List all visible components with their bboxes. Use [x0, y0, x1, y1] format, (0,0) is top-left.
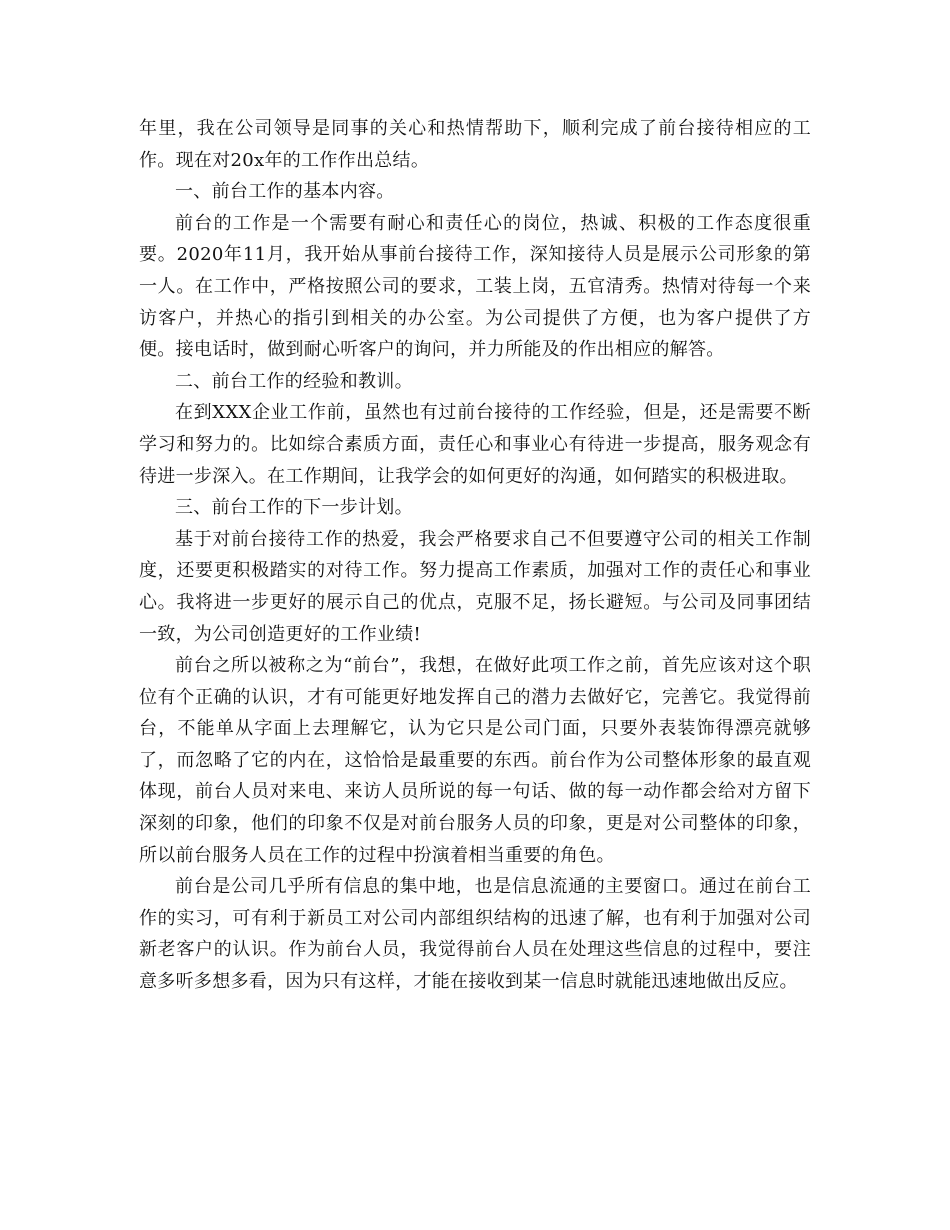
section-heading-1: 一、前台工作的基本内容。: [175, 181, 395, 203]
section-heading-2: 二、前台工作的经验和教训。: [175, 370, 413, 392]
paragraph-3: 在到XXX企业工作前，虽然也有过前台接待的工作经验，但是，还是需要不断学习和努力的。比如综合素质方面，责任心和事业心有待进一步提高，服务观念有待进一步深入。在工作期间，让我学会的如何更好的沟通，如何踏实的积极进取。: [139, 402, 811, 487]
paragraph-4: 基于对前台接待工作的热爱，我会严格要求自己不但要遵守公司的相关工作制度，还要更积极踏实的对待工作。努力提高工作素质，加强对工作的责任心和事业心。我将进一步更好的展示自己的优点，克服不足，扬长避短。与公司及同事团结一致，为公司创造更好的工作业绩!: [139, 528, 811, 645]
document-body: [139, 113, 811, 998]
section-heading-3: 三、前台工作的下一步计划。: [175, 497, 413, 519]
paragraph-6: 前台是公司几乎所有信息的集中地，也是信息流通的主要窗口。通过在前台工作的实习，可有利于新员工对公司内部组织结构的迅速了解，也有利于加强对公司新老客户的认识。作为前台人员，我觉得前台人员在处理这些信息的过程中，要注意多听多想多看，因为只有这样，才能在接收到某一信息时就能迅速地做出反应。: [139, 876, 811, 993]
paragraph-1: 年里，我在公司领导是同事的关心和热情帮助下，顺利完成了前台接待相应的工作。现在对20x年的工作作出总结。: [139, 118, 811, 171]
paragraph-2: 前台的工作是一个需要有耐心和责任心的岗位，热诚、积极的工作态度很重要。2020年11月，我开始从事前台接待工作，深知接待人员是展示公司形象的第一人。在工作中，严格按照公司的要求，工装上岗，五官清秀。热情对待每一个来访客户，并热心的指引到相关的办公室。为公司提供了方便，也为客户提供了方便。接电话时，做到耐心听客户的询问，并力所能及的作出相应的解答。: [139, 212, 811, 361]
paragraph-5: 前台之所以被称之为“前台”，我想，在做好此项工作之前，首先应该对这个职位有个正确的认识，才有可能更好地发挥自己的潜力去做好它，完善它。我觉得前台，不能单从字面上去理解它，认为它只是公司门面，只要外表装饰得漂亮就够了，而忽略了它的内在，这恰恰是最重要的东西。前台作为公司整体形象的最直观体现，前台人员对来电、来访人员所说的每一句话、做的每一动作都会给对方留下深刻的印象，他们的印象不仅是对前台服务人员的印象，更是对公司整体的印象，所以前台服务人员在工作的过程中扮演着相当重要的角色。: [139, 655, 811, 866]
